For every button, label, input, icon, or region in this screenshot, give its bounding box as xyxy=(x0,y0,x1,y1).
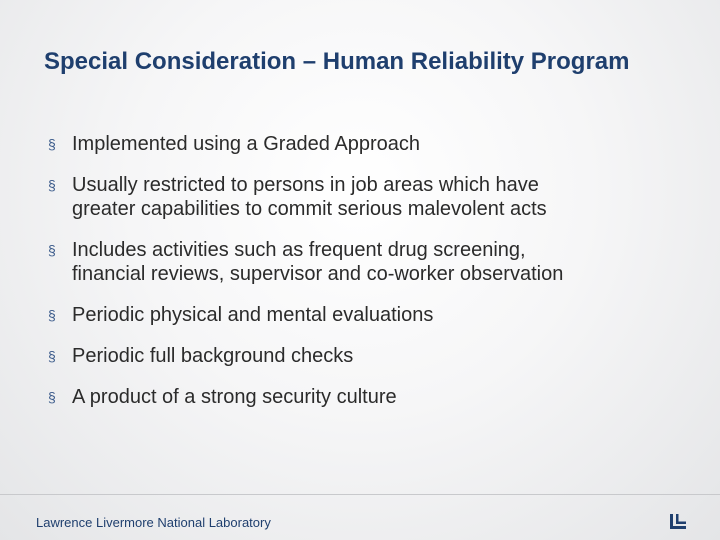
bullet-text: Periodic physical and mental evaluations xyxy=(72,304,434,326)
bullet-text: Periodic full background checks xyxy=(72,345,354,367)
bullet-marker-icon: § xyxy=(48,389,56,405)
bullet-text: Includes activities such as frequent drug screening, financial reviews, supervisor and co-worker observation xyxy=(72,239,564,285)
bullet-list xyxy=(48,132,568,426)
bullet-marker-icon: § xyxy=(48,177,56,193)
llnl-logo-icon xyxy=(668,513,688,531)
bullet-item xyxy=(48,132,568,156)
bullet-marker-icon: § xyxy=(48,136,56,152)
bullet-text: A product of a strong security culture xyxy=(72,386,397,408)
footer-organization: Lawrence Livermore National Laboratory xyxy=(36,515,271,530)
bullet-item xyxy=(48,344,568,368)
bullet-marker-icon: § xyxy=(48,348,56,364)
slide-title: Special Consideration – Human Reliability Program xyxy=(44,48,630,75)
footer-divider xyxy=(0,494,720,495)
bullet-item xyxy=(48,385,568,409)
bullet-marker-icon: § xyxy=(48,307,56,323)
bullet-item xyxy=(48,303,568,327)
bullet-item xyxy=(48,238,568,286)
bullet-item xyxy=(48,173,568,221)
bullet-marker-icon: § xyxy=(48,242,56,258)
bullet-text: Implemented using a Graded Approach xyxy=(72,133,420,155)
bullet-text: Usually restricted to persons in job areas which have greater capabilities to commit serious malevolent acts xyxy=(72,174,547,220)
